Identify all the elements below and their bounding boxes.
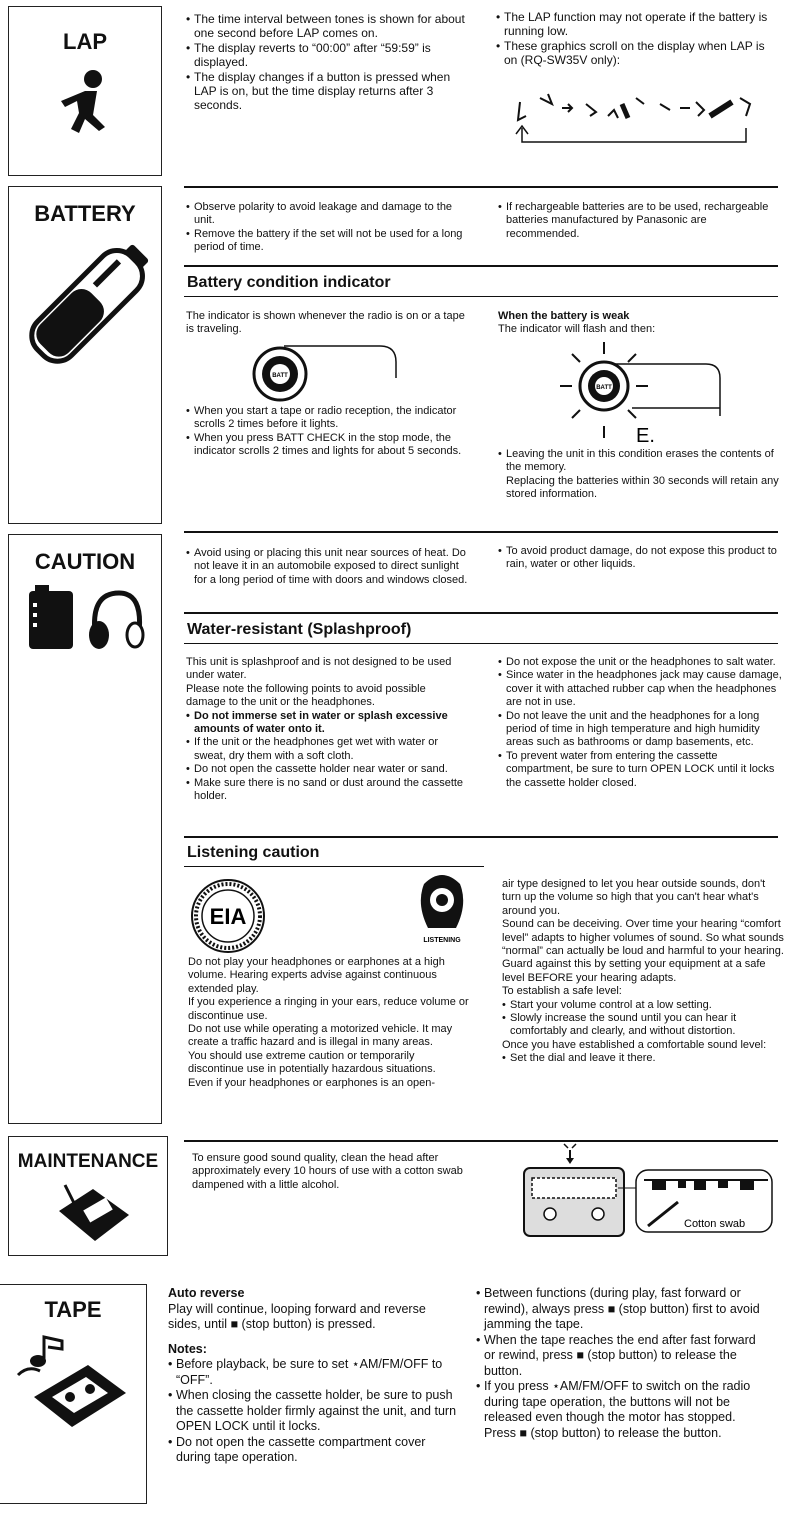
tape-note-3: • Do not open the cassette compartment cover during tape operation.: [168, 1435, 458, 1466]
water-right-column: [498, 656, 782, 790]
listening-right-para-5: Once you have established a comfortable sound level:: [502, 1038, 767, 1051]
notes-heading: Notes:: [168, 1341, 207, 1356]
water-left-column: [186, 656, 468, 803]
tape-right-column: [476, 1286, 766, 1441]
water-note: Please note the following points to avoid possible damage to the unit or the headphones.: [186, 682, 426, 709]
listening-logo-icon: [412, 870, 472, 950]
weak-battery-text: The indicator will flash and then:: [498, 323, 656, 336]
listening-rule: [184, 836, 778, 838]
weak-battery-block: [498, 310, 780, 337]
maintenance-text: To ensure good sound quality, clean the head after approximately every 10 hours of use with a cotton swab dampened with a little alcohol.: [192, 1152, 463, 1191]
battery-note-1: • Observe polarity to avoid leakage and damage to the unit.: [186, 201, 468, 228]
lap-title: LAP: [63, 29, 107, 54]
water-right-bullet-4: • To prevent water from entering the cassette compartment, be sure to turn OPEN LOCK until it locks the cassette holder closed.: [498, 750, 782, 790]
listening-right-bullet-2: • Slowly increase the sound until you can hear it comfortably and clearly, and without distortion.: [502, 1012, 784, 1039]
tape-note-2: • When closing the cassette holder, be sure to push the cassette holder firmly against the unit, and turn OPEN LOCK until it locks.: [168, 1388, 458, 1435]
lap-tab: [8, 6, 162, 176]
water-underline: [184, 643, 778, 644]
listening-left-para-5: Even if your headphones or earphones is an open-: [188, 1076, 436, 1089]
tape-left-column: [168, 1286, 458, 1466]
tape-note-4: • Between functions (during play, fast forward or rewind), always press ■ (stop button) first to avoid jamming the tape.: [476, 1286, 766, 1333]
tape-title: TAPE: [44, 1297, 102, 1322]
cleaning-cassette-icon: [49, 1181, 139, 1251]
lap-scroll-graphics-icon: [510, 82, 770, 152]
battery-note-2: • Remove the battery if the set will not be used for a long period of time.: [186, 228, 468, 255]
running-man-icon: [53, 69, 113, 149]
caution-right-column: [498, 545, 780, 572]
lap-note-5: • These graphics scroll on the display when LAP is on (RQ-SW35V only):: [496, 39, 781, 68]
cotton-swab-label: Cotton swab: [684, 1218, 746, 1230]
water-rule: [184, 612, 778, 614]
listening-right-column: [502, 878, 784, 1066]
caution-note-1: • Avoid using or placing this unit near sources of heat. Do not leave it in an automobile exposed to direct sunlight for a long period of time with doors and windows closed.: [186, 547, 468, 587]
display-e-char: E.: [636, 425, 655, 447]
lap-note-4: • The LAP function may not operate if the battery is running low.: [496, 10, 781, 39]
listening-left-para-4: You should use extreme caution or temporarily discontinue use in potentially hazardous situations.: [188, 1049, 436, 1076]
battery-top-rule: [184, 186, 778, 188]
headphones-icon: [85, 587, 145, 657]
battery-right-column: [498, 201, 778, 241]
indicator-intro: [186, 310, 468, 337]
weak-battery-bullet: • Leaving the unit in this condition erases the contents of the memory.: [498, 448, 780, 475]
battery-title: BATTERY: [34, 201, 136, 226]
lap-left-column: [186, 12, 466, 113]
maintenance-title: MAINTENANCE: [17, 1151, 159, 1172]
cassette-tape-icon: [14, 1331, 134, 1441]
listening-left-column: [188, 956, 470, 1090]
water-left-bullet-3: • Make sure there is no sand or dust around the cassette holder.: [186, 777, 468, 804]
indicator-bullets: [186, 405, 468, 459]
indicator-rule: [184, 265, 778, 267]
tape-note-5: • When the tape reaches the end after fast forward or rewind, press ■ (stop button) to release the button.: [476, 1333, 766, 1380]
indicator-intro-text: The indicator is shown whenever the radio is on or a tape is traveling.: [186, 310, 465, 336]
weak-battery-note: Replacing the batteries within 30 seconds will retain any stored information.: [506, 474, 779, 501]
tape-tab: [0, 1284, 147, 1504]
maintenance-tab: [8, 1136, 168, 1256]
listening-left-para-1: Do not play your headphones or earphones at a high volume. Hearing experts advise against continuous extended play.: [188, 956, 445, 995]
maintenance-text-column: [192, 1152, 482, 1192]
indicator-heading: Battery condition indicator: [187, 274, 391, 291]
battery-left-column: [186, 201, 468, 255]
indicator-bullet-1: • When you start a tape or radio reception, the indicator scrolls 2 times before it lights.: [186, 405, 468, 432]
tape-note-1: • Before playback, be sure to set ⋆AM/FM/OFF to “OFF”.: [168, 1357, 458, 1388]
batt-label: BATT: [272, 373, 288, 379]
water-heading: Water-resistant (Splashproof): [187, 621, 412, 638]
cassette-player-icon: [25, 585, 81, 655]
battery-tab: [8, 186, 162, 524]
caution-title: CAUTION: [34, 549, 136, 574]
batt-flashing-indicator-icon: [556, 342, 726, 452]
indicator-underline: [184, 296, 778, 297]
caution-tab: [8, 534, 162, 1124]
listening-right-bullet-3: • Set the dial and leave it there.: [502, 1052, 784, 1065]
water-left-bullet-2: • Do not open the cassette holder near water or sand.: [186, 763, 468, 776]
listening-right-para-4: To establish a safe level:: [502, 985, 622, 998]
water-left-bullet-1: • If the unit or the headphones get wet with water or sweat, dry them with a soft cloth.: [186, 736, 468, 763]
battery-icon: [25, 233, 145, 383]
water-right-bullet-2: • Since water in the headphones jack may cause damage, cover it with attached rubber cap when the headphones are not in use.: [498, 669, 782, 709]
weak-battery-heading: When the battery is weak: [498, 310, 630, 322]
listening-logo-text: LISTENING: [423, 937, 461, 944]
listening-right-bullet-1: • Start your volume control at a low setting.: [502, 999, 784, 1012]
batt-label-weak: BATT: [596, 385, 612, 391]
caution-left-column: [186, 547, 468, 587]
water-bold-warning: • Do not immerse set in water or splash excessive amounts of water onto it.: [186, 710, 468, 737]
auto-reverse-heading: Auto reverse: [168, 1286, 245, 1300]
batt-indicator-icon: [250, 344, 410, 404]
auto-reverse-text: Play will continue, looping forward and reverse sides, until ■ (stop button) is pressed.: [168, 1301, 426, 1331]
lap-note-1: • The time interval between tones is shown for about one second before LAP comes on.: [186, 12, 466, 41]
listening-right-para-1: air type designed to let you hear outside sounds, don't turn up the volume so high that you can't hear what's around you.: [502, 878, 766, 917]
cassette-head-cleaning-icon: [518, 1140, 778, 1240]
tape-note-6: • If you press ⋆AM/FM/OFF to switch on the radio during tape operation, the buttons will not be released even though the motor has stopped. Press ■ (stop button) to release the button.: [476, 1379, 766, 1441]
water-intro: This unit is splashproof and is not designed to be used under water.: [186, 656, 452, 682]
indicator-bullet-2: • When you press BATT CHECK in the stop mode, the indicator scrolls 2 times and lights for about 5 seconds.: [186, 432, 468, 459]
lap-note-3: • The display changes if a button is pressed when LAP is on, but the time display returns after 3 seconds.: [186, 70, 466, 113]
caution-note-2: • To avoid product damage, do not expose this product to rain, water or other liquids.: [498, 545, 780, 572]
weak-battery-notes: [498, 448, 780, 502]
lap-right-column: [496, 10, 781, 68]
battery-note-3: • If rechargeable batteries are to be used, rechargeable batteries manufactured by Panasonic are recommended.: [498, 201, 778, 241]
eia-logo-text: EIA: [209, 904, 247, 929]
caution-top-rule: [184, 531, 778, 533]
lap-note-2: • The display reverts to “00:00” after “59:59” is displayed.: [186, 41, 466, 70]
eia-logo-icon: [188, 876, 268, 956]
listening-heading: Listening caution: [187, 844, 320, 861]
listening-underline: [184, 866, 484, 867]
water-right-bullet-3: • Do not leave the unit and the headphones for a long period of time in high temperature and high humidity areas such as bathrooms or damp basements, etc.: [498, 710, 782, 750]
listening-left-para-3: Do not use while operating a motorized vehicle. It may create a traffic hazard and is illegal in many areas.: [188, 1023, 453, 1049]
listening-right-para-3: Guard against this by setting your equipment at a safe level BEFORE your hearing adapts.: [502, 958, 766, 984]
listening-right-para-2: Sound can be deceiving. Over time your hearing “comfort level” adapts to higher volumes of sound. So what sounds “normal” can actually be loud and harmful to your hearing.: [502, 918, 784, 958]
listening-left-para-2: If you experience a ringing in your ears, reduce volume or discontinue use.: [188, 996, 469, 1022]
water-right-bullet-1: • Do not expose the unit or the headphones to salt water.: [498, 656, 782, 669]
